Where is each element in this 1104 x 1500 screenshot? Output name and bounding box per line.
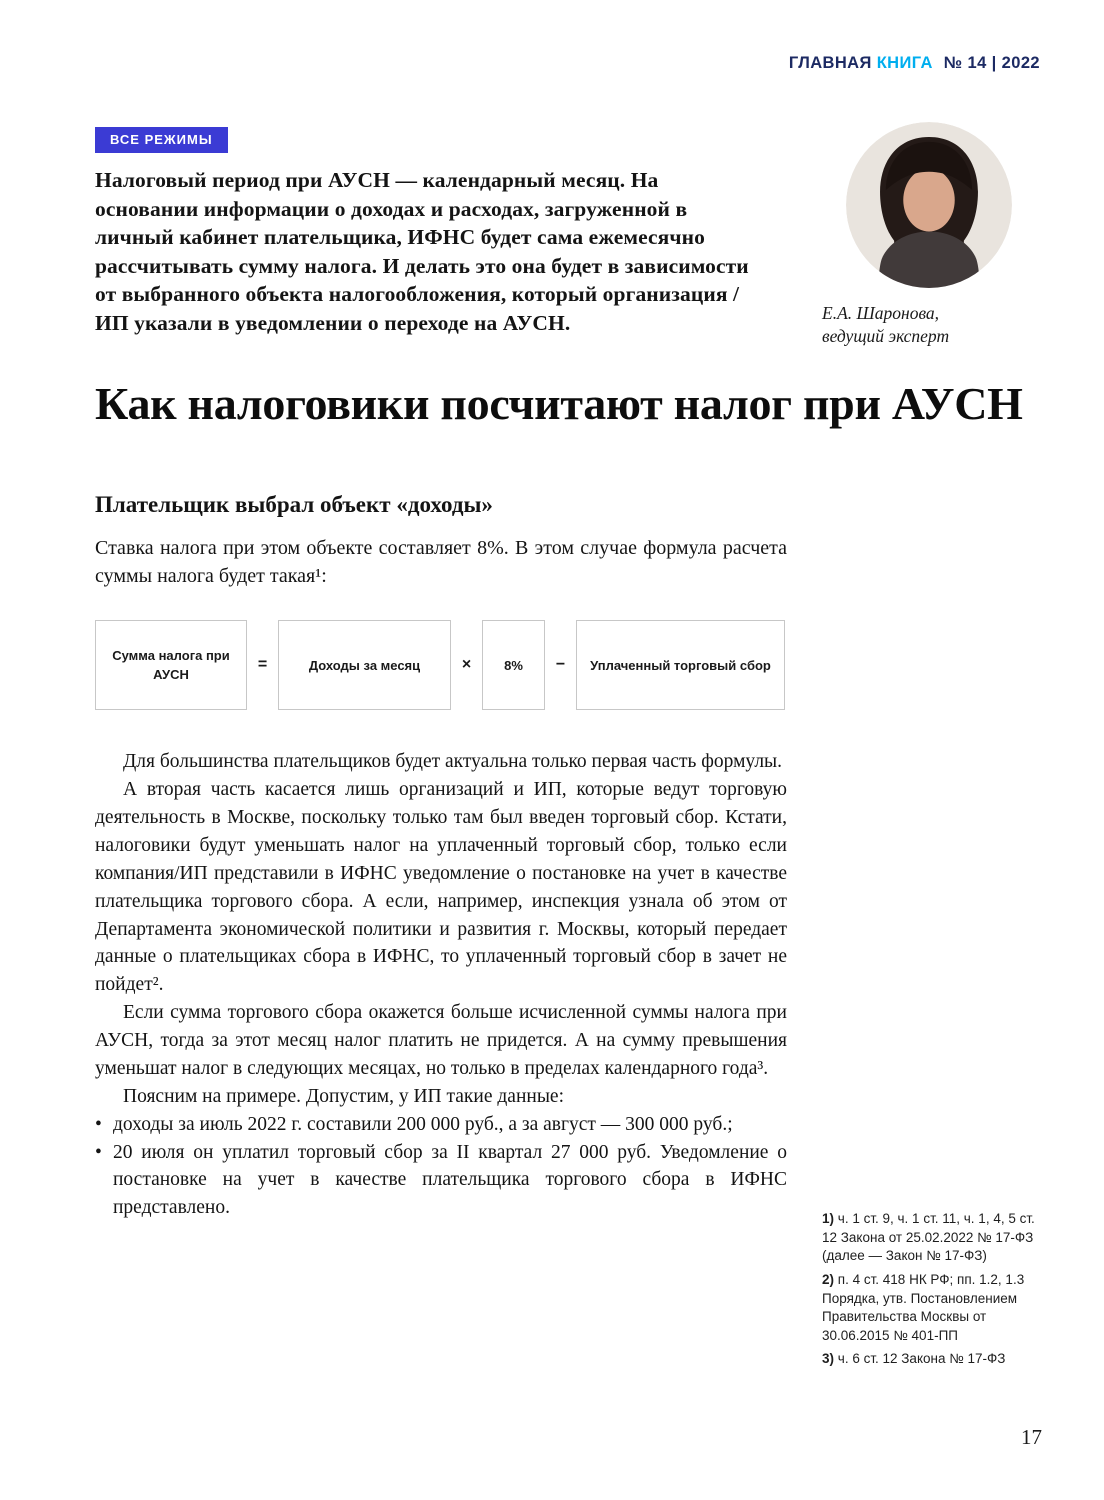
formula-box-rate: 8% — [482, 620, 545, 710]
footnote-text: ч. 1 ст. 9, ч. 1 ст. 11, ч. 1, 4, 5 ст. 12 Закона от 25.02.2022 № 17-ФЗ (далее — Закон № 17-ФЗ) — [822, 1211, 1035, 1264]
footnote — [822, 1350, 1043, 1369]
footnote-number: 1) — [822, 1211, 835, 1226]
footnote — [822, 1210, 1043, 1266]
formula-box-trade-fee: Уплаченный торговый сбор — [576, 620, 785, 710]
formula-operator-equals: = — [257, 656, 268, 674]
paragraph: А вторая часть касается лишь организаций и ИП, которые ведут торговую деятельность в Москве, поскольку только там был введен торговый сбор. Кстати, налоговики будут уменьшать налог на уплаченный торговый сбор, только если компания/ИП представили в ИФНС уведомление о постановке на учет в качестве плательщика торгового сбора. А если, например, инспекция узнала об этом от Департамента экономической политики и развития г. Москвы, который передает данные о плательщиках сбора в ИФНС, то уплаченный торговый сбор в зачет не пойдет². — [95, 779, 787, 996]
brand-name-accent: КНИГА — [876, 54, 933, 72]
masthead — [789, 54, 1040, 73]
mode-badge: ВСЕ РЕЖИМЫ — [95, 127, 228, 153]
bullet-marker: • — [95, 1113, 102, 1135]
article-body — [95, 748, 787, 1222]
formula-box-tax-sum: Сумма налога при АУСН — [95, 620, 247, 710]
formula-operator-minus: − — [555, 656, 566, 674]
page-number: 17 — [1021, 1425, 1042, 1449]
list-item — [95, 1139, 787, 1223]
paragraph: Поясним на примере. Допустим, у ИП такие данные: — [123, 1085, 564, 1107]
paragraph: Если сумма торгового сбора окажется больше исчисленной суммы налога при АУСН, тогда за этот месяц налог платить не придется. А на сумму превышения уменьшат налог в следующих месяцах, но только в пределах календарного года³. — [95, 1002, 787, 1079]
lead-paragraph: Налоговый период при АУСН — календарный месяц. На основании информации о доходах и расходах, загруженной в личный кабинет плательщика, ИФНС будет сама ежемесячно рассчитывать сумму налога. И делать это она будет в зависимости от выбранного объекта налогообложения, который организация /ИП указали в уведомлении о переходе на АУСН. — [95, 168, 749, 335]
author-role: ведущий эксперт — [822, 326, 950, 347]
formula-diagram — [95, 620, 787, 710]
brand-name-main: ГЛАВНАЯ — [788, 54, 872, 72]
author-block — [822, 122, 1044, 348]
article-title: Как налоговики посчитают налог при АУСН — [95, 377, 1023, 429]
section-heading: Плательщик выбрал объект «доходы» — [95, 491, 493, 517]
formula-box-income: Доходы за месяц — [278, 620, 451, 710]
footnote-number: 2) — [822, 1271, 835, 1287]
author-photo — [846, 122, 1012, 288]
bullet-marker: • — [95, 1141, 102, 1163]
footnotes-column — [822, 1210, 1043, 1374]
list-item — [95, 1111, 787, 1139]
bullet-text: доходы за июль 2022 г. составили 200 000 руб., а за август — 300 000 руб.; — [113, 1113, 733, 1135]
footnote — [822, 1271, 1043, 1346]
formula-operator-multiply: × — [461, 656, 472, 674]
section-intro: Ставка налога при этом объекте составляет 8%. В этом случае формула расчета суммы налога будет такая¹: — [95, 536, 787, 587]
footnote-text: п. 4 ст. 418 НК РФ; пп. 1.2, 1.3 Порядка, утв. Постановлением Правительства Москвы от 30.06.2015 № 401-ПП — [822, 1271, 1025, 1343]
footnote-text: ч. 6 ст. 12 Закона № 17-ФЗ — [837, 1351, 1006, 1367]
paragraph: Для большинства плательщиков будет актуальна только первая часть формулы. — [123, 751, 783, 773]
bullet-text: 20 июля он уплатил торговый сбор за II квартал 27 000 руб. Уведомление о постановке на учет в качестве плательщика торгового сбора в ИФНС представлено. — [113, 1141, 787, 1219]
portrait-icon — [846, 122, 1012, 288]
footnote-number: 3) — [822, 1351, 835, 1367]
author-name: Е.А. Шаронова, — [822, 303, 940, 323]
issue-label: № 14 | 2022 — [943, 54, 1040, 72]
author-caption — [822, 302, 1044, 348]
